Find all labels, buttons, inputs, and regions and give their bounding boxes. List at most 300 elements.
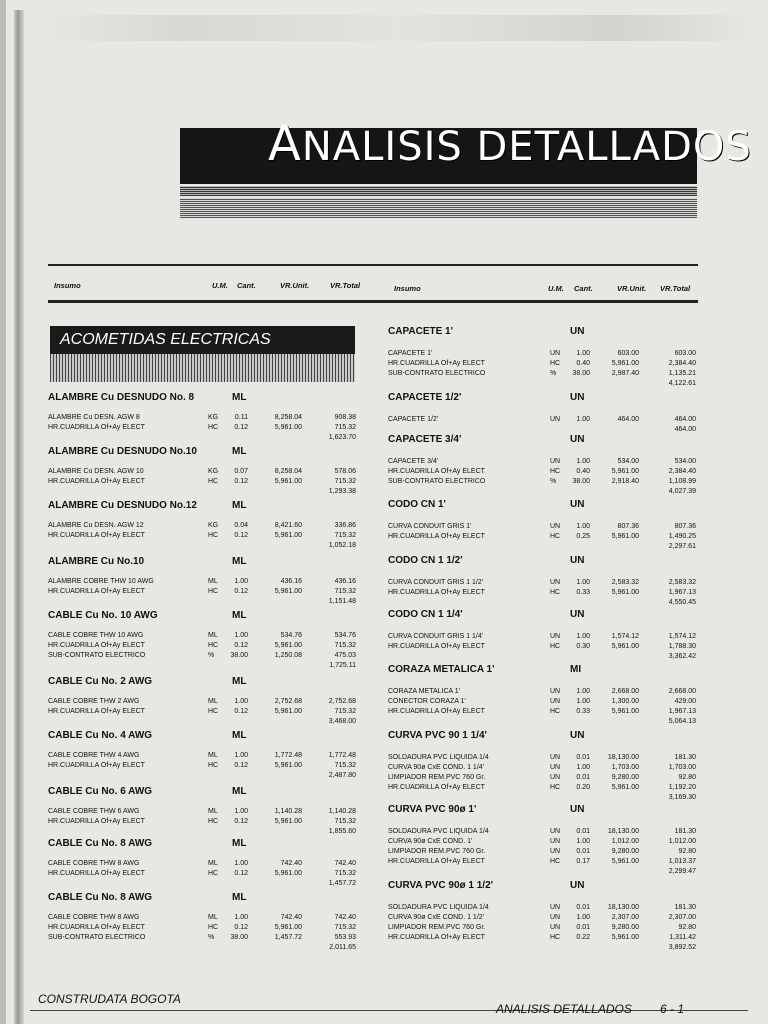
um-cell: UN bbox=[550, 633, 561, 640]
insumo-cell: CAPACETE 1/2' bbox=[388, 416, 439, 423]
insumo-cell: HR.CUADRILLA Of+Ay ELECT bbox=[388, 360, 485, 367]
um-cell: HC bbox=[550, 784, 561, 791]
um-cell: UN bbox=[550, 838, 561, 845]
cant-cell: 0.22 bbox=[576, 934, 590, 941]
vrunit-cell: 534.00 bbox=[617, 458, 639, 465]
vrtotal-cell: 1,490.25 bbox=[668, 533, 696, 540]
insumo-cell: SOLDADURA PVC LIQUIDA 1/4 bbox=[388, 828, 489, 835]
vrunit-cell: 2,668.00 bbox=[611, 688, 639, 695]
vrtotal-cell: 92.80 bbox=[678, 848, 696, 855]
cant-cell: 0.12 bbox=[234, 478, 248, 485]
item-unit: ML bbox=[232, 676, 247, 687]
item-total: 1,151.48 bbox=[328, 598, 356, 605]
table-row bbox=[388, 754, 698, 764]
vrunit-cell: 603.00 bbox=[617, 350, 639, 357]
vrtotal-cell: 1,788.30 bbox=[668, 643, 696, 650]
um-cell: ML bbox=[208, 698, 218, 705]
um-cell: ML bbox=[208, 914, 218, 921]
um-cell: UN bbox=[550, 698, 561, 705]
um-cell: HC bbox=[208, 924, 219, 931]
vrunit-cell: 1,012.00 bbox=[611, 838, 639, 845]
vrtotal-cell: 742.40 bbox=[334, 860, 356, 867]
cant-cell: 1.00 bbox=[234, 808, 248, 815]
vrtotal-cell: 181.30 bbox=[674, 828, 696, 835]
vrtotal-cell: 2,752.68 bbox=[328, 698, 356, 705]
vrtotal-cell: 742.40 bbox=[334, 914, 356, 921]
insumo-cell: HR.CUADRILLA Of+Ay ELECT bbox=[48, 478, 145, 485]
cant-cell: 1.00 bbox=[576, 698, 590, 705]
table-row bbox=[388, 858, 698, 868]
insumo-cell: CONECTOR CORAZA 1' bbox=[388, 698, 466, 705]
insumo-cell: CAPACETE 3/4' bbox=[388, 458, 439, 465]
vrtotal-cell: 181.30 bbox=[674, 904, 696, 911]
um-cell: HC bbox=[550, 468, 561, 475]
um-cell: KG bbox=[208, 522, 219, 529]
cant-cell: 0.12 bbox=[234, 588, 248, 595]
vrtotal-cell: 534.00 bbox=[674, 458, 696, 465]
vrunit-cell: 8,258.04 bbox=[274, 468, 302, 475]
table-row bbox=[388, 708, 698, 718]
cant-cell: 0.01 bbox=[576, 924, 590, 931]
insumo-cell: HR.CUADRILLA Of+Ay ELECT bbox=[48, 642, 145, 649]
footer-page-number: 6 - 1 bbox=[660, 1002, 685, 1016]
item-block bbox=[388, 434, 698, 495]
insumo-cell: LIMPIADOR REM.PVC 760 Gr. bbox=[388, 924, 486, 931]
insumo-cell: HR.CUADRILLA Of+Ay ELECT bbox=[48, 708, 145, 715]
vrtotal-cell: 2,668.00 bbox=[668, 688, 696, 695]
vrunit-cell: 8,421.60 bbox=[274, 522, 302, 529]
insumo-cell: CURVA 90ø CxE COND. 1 1/4' bbox=[388, 764, 484, 771]
item-block bbox=[388, 730, 698, 801]
table-row bbox=[388, 360, 698, 370]
insumo-cell: HR.CUADRILLA Of+Ay ELECT bbox=[48, 762, 145, 769]
vrunit-cell: 742.40 bbox=[280, 860, 302, 867]
cant-cell: 1.00 bbox=[576, 579, 590, 586]
cant-cell: 1.00 bbox=[576, 350, 590, 357]
um-cell: ML bbox=[208, 808, 218, 815]
cant-cell: 0.01 bbox=[576, 774, 590, 781]
insumo-cell: CABLE COBRE THW 6 AWG bbox=[48, 808, 140, 815]
vrtotal-cell: 2,307.00 bbox=[668, 914, 696, 921]
insumo-cell: LIMPIADOR REM.PVC 760 Gr. bbox=[388, 848, 486, 855]
vrunit-cell: 2,987.40 bbox=[611, 370, 639, 377]
item-title: CURVA PVC 90ø 1' bbox=[388, 804, 477, 815]
um-cell: HC bbox=[550, 708, 561, 715]
vrtotal-cell: 1,772.48 bbox=[328, 752, 356, 759]
table-row bbox=[388, 589, 698, 599]
vrtotal-cell: 553.93 bbox=[334, 934, 356, 941]
vrunit-cell: 5,961.00 bbox=[274, 532, 302, 539]
item-unit: MI bbox=[570, 664, 582, 675]
insumo-cell: HR.CUADRILLA Of+Ay ELECT bbox=[388, 589, 485, 596]
cant-cell: 1.00 bbox=[576, 764, 590, 771]
item-total: 4,027.39 bbox=[668, 488, 696, 495]
insumo-cell: HR.CUADRILLA Of+Ay ELECT bbox=[388, 643, 485, 650]
insumo-cell: CABLE COBRE THW 4 AWG bbox=[48, 752, 140, 759]
item-title: CODO CN 1 1/2' bbox=[388, 555, 463, 566]
cant-cell: 0.12 bbox=[234, 532, 248, 539]
um-cell: % bbox=[550, 370, 557, 377]
cant-cell: 0.25 bbox=[576, 533, 590, 540]
vrtotal-cell: 908.38 bbox=[334, 414, 356, 421]
vrtotal-cell: 1,311.42 bbox=[669, 934, 696, 941]
item-block bbox=[388, 804, 698, 875]
cant-cell: 1.00 bbox=[576, 458, 590, 465]
vrtotal-cell: 1,574.12 bbox=[668, 633, 696, 640]
vrunit-cell: 5,961.00 bbox=[274, 424, 302, 431]
vrtotal-cell: 603.00 bbox=[674, 350, 696, 357]
vrunit-cell: 5,961.00 bbox=[274, 818, 302, 825]
table-row bbox=[388, 764, 698, 774]
table-row bbox=[388, 350, 698, 360]
table-row bbox=[388, 643, 698, 653]
insumo-cell: SUB-CONTRATO ELECTRICO bbox=[48, 652, 146, 659]
um-cell: % bbox=[208, 652, 215, 659]
um-cell: HC bbox=[550, 589, 561, 596]
cant-cell: 0.12 bbox=[234, 708, 248, 715]
insumo-cell: ALAMBRE Cu DESN. AGW 12 bbox=[48, 522, 144, 529]
item-total: 3,362.42 bbox=[668, 653, 696, 660]
item-total: 2,299.47 bbox=[668, 868, 696, 875]
um-cell: % bbox=[208, 934, 215, 941]
vrunit-cell: 9,280.00 bbox=[611, 848, 639, 855]
insumo-cell: HR.CUADRILLA Of+Ay ELECT bbox=[388, 468, 485, 475]
cant-cell: 0.01 bbox=[576, 848, 590, 855]
um-cell: HC bbox=[550, 533, 561, 540]
item-unit: UN bbox=[570, 804, 585, 815]
table-row bbox=[388, 468, 698, 478]
item-unit: ML bbox=[232, 392, 247, 403]
hdr-left-vrunit: VR.Unit. bbox=[280, 281, 310, 290]
item-block bbox=[388, 499, 698, 549]
footer-section: ANALISIS DETALLADOS bbox=[496, 1002, 632, 1016]
um-cell: UN bbox=[550, 754, 561, 761]
vrunit-cell: 1,140.28 bbox=[274, 808, 302, 815]
item-unit: ML bbox=[232, 786, 247, 797]
hdr-right-insumo: Insumo bbox=[394, 284, 421, 293]
item-total: 2,487.80 bbox=[328, 772, 356, 779]
item-unit: ML bbox=[232, 446, 247, 457]
insumo-cell: CABLE COBRE THW 2 AWG bbox=[48, 698, 140, 705]
vrunit-cell: 5,961.00 bbox=[611, 858, 639, 865]
table-row bbox=[388, 784, 698, 794]
um-cell: HC bbox=[550, 934, 561, 941]
cant-cell: 38.00 bbox=[572, 370, 590, 377]
cant-cell: 0.40 bbox=[576, 468, 590, 475]
cant-cell: 0.30 bbox=[576, 643, 590, 650]
vrtotal-cell: 715.32 bbox=[334, 870, 356, 877]
table-row bbox=[388, 914, 698, 924]
cant-cell: 38.00 bbox=[572, 478, 590, 485]
cant-cell: 1.00 bbox=[234, 698, 248, 705]
cant-cell: 1.00 bbox=[234, 632, 248, 639]
item-block bbox=[388, 326, 698, 387]
insumo-cell: HR.CUADRILLA Of+Ay ELECT bbox=[388, 934, 485, 941]
insumo-cell: CURVA 90ø CxE COND. 1' bbox=[388, 838, 473, 845]
um-cell: UN bbox=[550, 458, 561, 465]
vrunit-cell: 5,961.00 bbox=[611, 784, 639, 791]
vrunit-cell: 9,280.00 bbox=[611, 774, 639, 781]
vrtotal-cell: 1,192.20 bbox=[668, 784, 696, 791]
vrtotal-cell: 2,384.40 bbox=[668, 468, 696, 475]
vrunit-cell: 9,280.00 bbox=[611, 924, 639, 931]
um-cell: UN bbox=[550, 764, 561, 771]
hdr-right-vrtotal: VR.Total bbox=[660, 284, 691, 293]
um-cell: HC bbox=[208, 532, 219, 539]
vrunit-cell: 18,130.00 bbox=[607, 904, 639, 911]
cant-cell: 38.00 bbox=[230, 652, 248, 659]
vrunit-cell: 5,961.00 bbox=[274, 870, 302, 877]
table-row bbox=[388, 533, 698, 543]
item-total: 3,892.52 bbox=[668, 944, 696, 951]
table-row bbox=[388, 416, 698, 426]
vrtotal-cell: 534.76 bbox=[334, 632, 356, 639]
vrunit-cell: 1,772.48 bbox=[274, 752, 302, 759]
um-cell: UN bbox=[550, 774, 561, 781]
item-total: 2,297.61 bbox=[668, 543, 696, 550]
vrtotal-cell: 1,140.28 bbox=[328, 808, 356, 815]
vrunit-cell: 1,703.00 bbox=[611, 764, 639, 771]
um-cell: UN bbox=[550, 914, 561, 921]
insumo-cell: CABLE COBRE THW 8 AWG bbox=[48, 860, 140, 867]
item-title: CAPACETE 3/4' bbox=[388, 434, 462, 445]
item-unit: UN bbox=[570, 730, 585, 741]
item-title: CABLE Cu No. 10 AWG bbox=[48, 610, 158, 621]
vrunit-cell: 5,961.00 bbox=[274, 708, 302, 715]
hdr-right-vrunit: VR.Unit. bbox=[617, 284, 647, 293]
item-title: CAPACETE 1' bbox=[388, 326, 453, 337]
table-row bbox=[388, 774, 698, 784]
table-row bbox=[388, 458, 698, 468]
cant-cell: 0.12 bbox=[234, 870, 248, 877]
item-unit: UN bbox=[570, 880, 585, 891]
um-cell: HC bbox=[208, 762, 219, 769]
vrunit-cell: 5,961.00 bbox=[274, 762, 302, 769]
hdr-left-um: U.M. bbox=[212, 281, 228, 290]
insumo-cell: HR.CUADRILLA Of+Ay ELECT bbox=[48, 818, 145, 825]
um-cell: UN bbox=[550, 904, 561, 911]
cant-cell: 1.00 bbox=[576, 633, 590, 640]
item-total: 1,623.70 bbox=[328, 434, 356, 441]
cant-cell: 0.12 bbox=[234, 818, 248, 825]
insumo-cell: LIMPIADOR REM.PVC 760 Gr. bbox=[388, 774, 486, 781]
item-total: 1,725.11 bbox=[329, 662, 356, 669]
insumo-cell: CURVA 90ø CxE COND. 1 1/2' bbox=[388, 914, 484, 921]
insumo-cell: CABLE COBRE THW 8 AWG bbox=[48, 914, 140, 921]
um-cell: HC bbox=[208, 588, 219, 595]
cant-cell: 1.00 bbox=[234, 752, 248, 759]
um-cell: UN bbox=[550, 350, 561, 357]
table-row bbox=[388, 848, 698, 858]
item-total: 2,011.65 bbox=[329, 944, 356, 951]
um-cell: UN bbox=[550, 924, 561, 931]
item-title: CORAZA METALICA 1' bbox=[388, 664, 495, 675]
vrunit-cell: 1,457.72 bbox=[274, 934, 302, 941]
item-unit: ML bbox=[232, 610, 247, 621]
cant-cell: 1.00 bbox=[234, 860, 248, 867]
cant-cell: 0.12 bbox=[234, 642, 248, 649]
item-total: 1,052.18 bbox=[328, 542, 356, 549]
vrtotal-cell: 715.32 bbox=[334, 478, 356, 485]
cant-cell: 0.33 bbox=[576, 708, 590, 715]
table-row bbox=[388, 934, 698, 944]
vrtotal-cell: 92.80 bbox=[678, 924, 696, 931]
vrunit-cell: 18,130.00 bbox=[607, 828, 639, 835]
insumo-cell: HR.CUADRILLA Of+Ay ELECT bbox=[48, 424, 145, 431]
um-cell: HC bbox=[208, 818, 219, 825]
table-row bbox=[388, 924, 698, 934]
page-title: ANALISIS DETALLADOS bbox=[268, 116, 752, 172]
item-total: 464.00 bbox=[674, 426, 696, 433]
um-cell: ML bbox=[208, 632, 218, 639]
um-cell: ML bbox=[208, 860, 218, 867]
um-cell: HC bbox=[208, 424, 219, 431]
vrunit-cell: 436.16 bbox=[280, 578, 302, 585]
hdr-left-cant: Cant. bbox=[237, 281, 256, 290]
item-unit: UN bbox=[570, 434, 585, 445]
item-block bbox=[388, 555, 698, 605]
table-row bbox=[388, 688, 698, 698]
vrtotal-cell: 475.03 bbox=[334, 652, 356, 659]
um-cell: UN bbox=[550, 688, 561, 695]
um-cell: KG bbox=[208, 414, 219, 421]
vrunit-cell: 742.40 bbox=[280, 914, 302, 921]
vrunit-cell: 8,258.04 bbox=[274, 414, 302, 421]
item-unit: ML bbox=[232, 556, 247, 567]
vrtotal-cell: 715.32 bbox=[334, 532, 356, 539]
item-title: ALAMBRE Cu DESNUDO No.10 bbox=[48, 446, 197, 457]
vrunit-cell: 1,300.00 bbox=[611, 698, 639, 705]
vrunit-cell: 5,961.00 bbox=[274, 924, 302, 931]
item-total: 3,468.00 bbox=[328, 718, 356, 725]
item-total: 3,169.30 bbox=[668, 794, 696, 801]
item-unit: UN bbox=[570, 499, 585, 510]
vrtotal-cell: 1,967.13 bbox=[668, 708, 696, 715]
item-title: CURVA PVC 90 1 1/4' bbox=[388, 730, 487, 741]
footer-rule bbox=[30, 1010, 748, 1011]
um-cell: HC bbox=[208, 870, 219, 877]
cant-cell: 0.01 bbox=[576, 904, 590, 911]
um-cell: KG bbox=[208, 468, 219, 475]
insumo-cell: HR.CUADRILLA Of+Ay ELECT bbox=[388, 784, 485, 791]
vrtotal-cell: 1,012.00 bbox=[668, 838, 696, 845]
cant-cell: 0.12 bbox=[234, 424, 248, 431]
cant-cell: 0.12 bbox=[234, 762, 248, 769]
cant-cell: 1.00 bbox=[576, 688, 590, 695]
insumo-cell: CAPACETE 1' bbox=[388, 350, 433, 357]
vrunit-cell: 807.36 bbox=[617, 523, 639, 530]
vrunit-cell: 5,961.00 bbox=[274, 642, 302, 649]
insumo-cell: HR.CUADRILLA Of+Ay ELECT bbox=[48, 924, 145, 931]
insumo-cell: HR.CUADRILLA Of+Ay ELECT bbox=[48, 870, 145, 877]
vrtotal-cell: 715.32 bbox=[334, 924, 356, 931]
vrunit-cell: 2,307.00 bbox=[611, 914, 639, 921]
item-title: CODO CN 1 1/4' bbox=[388, 609, 463, 620]
table-row bbox=[388, 633, 698, 643]
vrtotal-cell: 578.06 bbox=[334, 468, 356, 475]
item-title: CODO CN 1' bbox=[388, 499, 446, 510]
item-block bbox=[388, 609, 698, 659]
vrtotal-cell: 429.00 bbox=[674, 698, 696, 705]
vrtotal-cell: 436.16 bbox=[334, 578, 356, 585]
cant-cell: 0.12 bbox=[234, 924, 248, 931]
cant-cell: 1.00 bbox=[576, 523, 590, 530]
um-cell: HC bbox=[208, 708, 219, 715]
cant-cell: 1.00 bbox=[234, 578, 248, 585]
cant-cell: 1.00 bbox=[576, 838, 590, 845]
item-unit: UN bbox=[570, 555, 585, 566]
vrunit-cell: 5,961.00 bbox=[274, 478, 302, 485]
vrtotal-cell: 715.32 bbox=[334, 588, 356, 595]
item-title: ALAMBRE Cu DESNUDO No. 8 bbox=[48, 392, 195, 403]
vrtotal-cell: 1,135.21 bbox=[668, 370, 696, 377]
vrtotal-cell: 2,384.40 bbox=[668, 360, 696, 367]
table-row bbox=[388, 579, 698, 589]
insumo-cell: CURVA CONDUIT GRIS 1 1/4' bbox=[388, 633, 484, 640]
insumo-cell: HR.CUADRILLA Of+Ay ELECT bbox=[48, 532, 145, 539]
vrtotal-cell: 715.32 bbox=[334, 818, 356, 825]
item-title: CABLE Cu No. 6 AWG bbox=[48, 786, 153, 797]
vrunit-cell: 2,918.40 bbox=[611, 478, 639, 485]
insumo-cell: ALAMBRE COBRE THW 10 AWG bbox=[48, 578, 154, 585]
item-title: ALAMBRE Cu No.10 bbox=[48, 556, 145, 567]
item-total: 1,457.72 bbox=[328, 880, 356, 887]
item-title: CAPACETE 1/2' bbox=[388, 392, 462, 403]
insumo-cell: ALAMBRE Cu DESN. AGW 10 bbox=[48, 468, 144, 475]
cant-cell: 0.11 bbox=[234, 414, 248, 421]
hdr-right-cant: Cant. bbox=[574, 284, 593, 293]
item-total: 1,293.38 bbox=[328, 488, 356, 495]
table-row bbox=[388, 698, 698, 708]
um-cell: % bbox=[550, 478, 557, 485]
um-cell: UN bbox=[550, 523, 561, 530]
cant-cell: 1.00 bbox=[576, 914, 590, 921]
item-title: CABLE Cu No. 4 AWG bbox=[48, 730, 153, 741]
um-cell: HC bbox=[550, 360, 561, 367]
um-cell: UN bbox=[550, 579, 561, 586]
um-cell: HC bbox=[550, 858, 561, 865]
um-cell: UN bbox=[550, 828, 561, 835]
um-cell: ML bbox=[208, 752, 218, 759]
table-row bbox=[388, 478, 698, 488]
vrtotal-cell: 715.32 bbox=[334, 424, 356, 431]
vrtotal-cell: 2,583.32 bbox=[668, 579, 696, 586]
um-cell: HC bbox=[550, 643, 561, 650]
table-row bbox=[388, 904, 698, 914]
um-cell: ML bbox=[208, 578, 218, 585]
vrunit-cell: 18,130.00 bbox=[607, 754, 639, 761]
vrunit-cell: 2,752.68 bbox=[274, 698, 302, 705]
item-total: 4,550.45 bbox=[668, 599, 696, 606]
vrunit-cell: 5,961.00 bbox=[611, 589, 639, 596]
vrtotal-cell: 181.30 bbox=[674, 754, 696, 761]
vrunit-cell: 1,574.12 bbox=[611, 633, 639, 640]
hdr-left-insumo: Insumo bbox=[54, 281, 81, 290]
item-unit: ML bbox=[232, 892, 247, 903]
item-total: 1,855.60 bbox=[328, 828, 356, 835]
vrtotal-cell: 92.80 bbox=[678, 774, 696, 781]
insumo-cell: SUB-CONTRATO ELECTRICO bbox=[48, 934, 146, 941]
item-unit: ML bbox=[232, 500, 247, 511]
vrunit-cell: 2,583.32 bbox=[611, 579, 639, 586]
insumo-cell: SUB-CONTRATO ELECTRICO bbox=[388, 478, 486, 485]
vrtotal-cell: 1,013.37 bbox=[668, 858, 696, 865]
cant-cell: 0.01 bbox=[576, 754, 590, 761]
vrtotal-cell: 1,108.99 bbox=[668, 478, 696, 485]
um-cell: HC bbox=[208, 642, 219, 649]
item-unit: ML bbox=[232, 838, 247, 849]
table-row bbox=[388, 828, 698, 838]
